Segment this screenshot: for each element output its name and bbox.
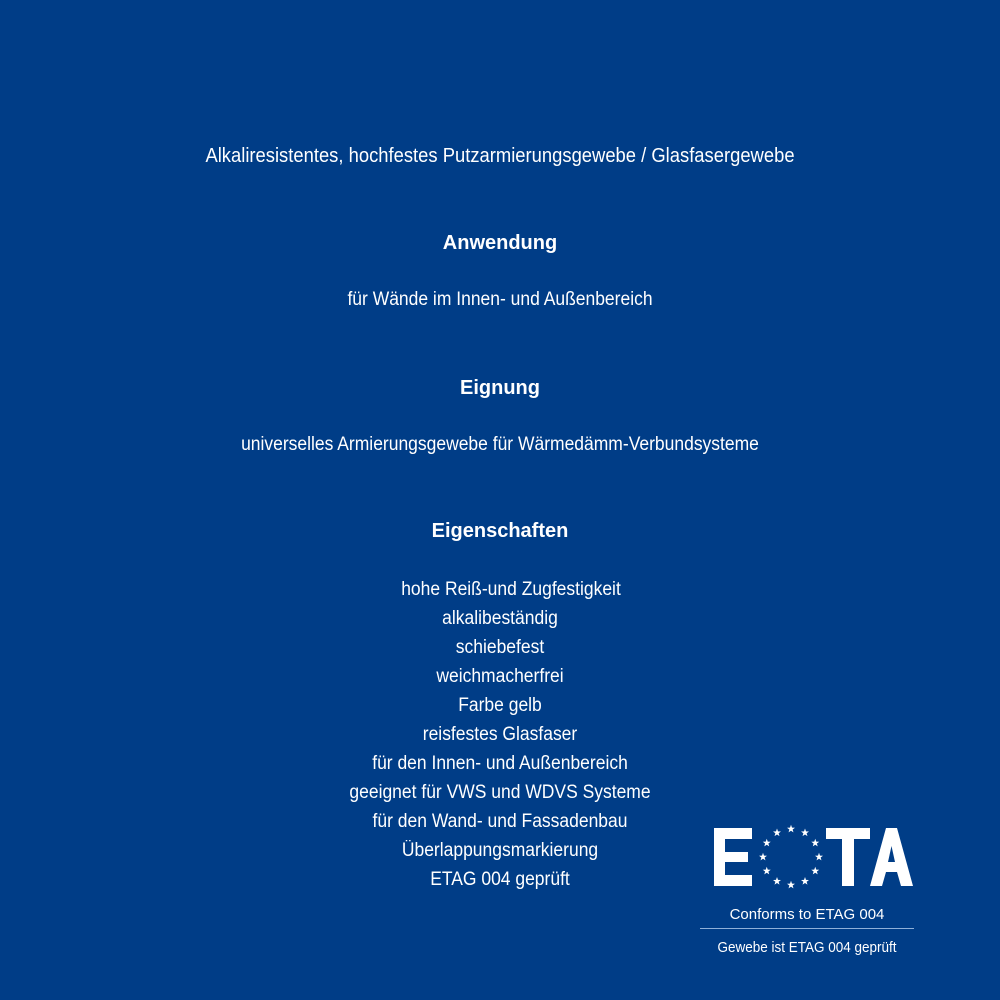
section-text-anwendung: für Wände im Innen- und Außenbereich	[347, 289, 653, 310]
list-item: Überlappungsmarkierung	[401, 840, 599, 861]
section-text-eignung: universelles Armierungsgewebe für Wärmedämm-Verbundsysteme	[241, 434, 759, 455]
eota-logo-graphic	[700, 816, 914, 906]
list-item: ETAG 004 geprüft	[430, 869, 570, 890]
eota-letter-e	[714, 828, 752, 886]
list-item: für den Innen- und Außenbereich	[372, 753, 628, 774]
page-subtitle: Alkaliresistentes, hochfestes Putzarmierungsgewebe / Glasfasergewebe	[205, 145, 795, 167]
logo-caption: Conforms to ETAG 004	[729, 906, 885, 923]
list-item: hohe Reiß-und Zugfestigkeit	[401, 579, 621, 600]
logo-divider	[700, 928, 914, 929]
list-item: Farbe gelb	[458, 695, 542, 716]
list-item: weichmacherfrei	[436, 666, 564, 687]
section-heading-eigenschaften: Eigenschaften	[431, 520, 569, 542]
logo-note: Gewebe ist ETAG 004 geprüft	[717, 939, 897, 956]
list-item: für den Wand- und Fassadenbau	[372, 811, 628, 832]
section-heading-eignung: Eignung	[460, 377, 540, 399]
section-heading-anwendung: Anwendung	[442, 232, 558, 254]
list-item: schiebefest	[455, 637, 545, 658]
list-item: reisfestes Glasfaser	[422, 724, 578, 745]
list-item: geeignet für VWS und WDVS Systeme	[349, 782, 651, 803]
list-item: alkalibeständig	[442, 608, 558, 629]
